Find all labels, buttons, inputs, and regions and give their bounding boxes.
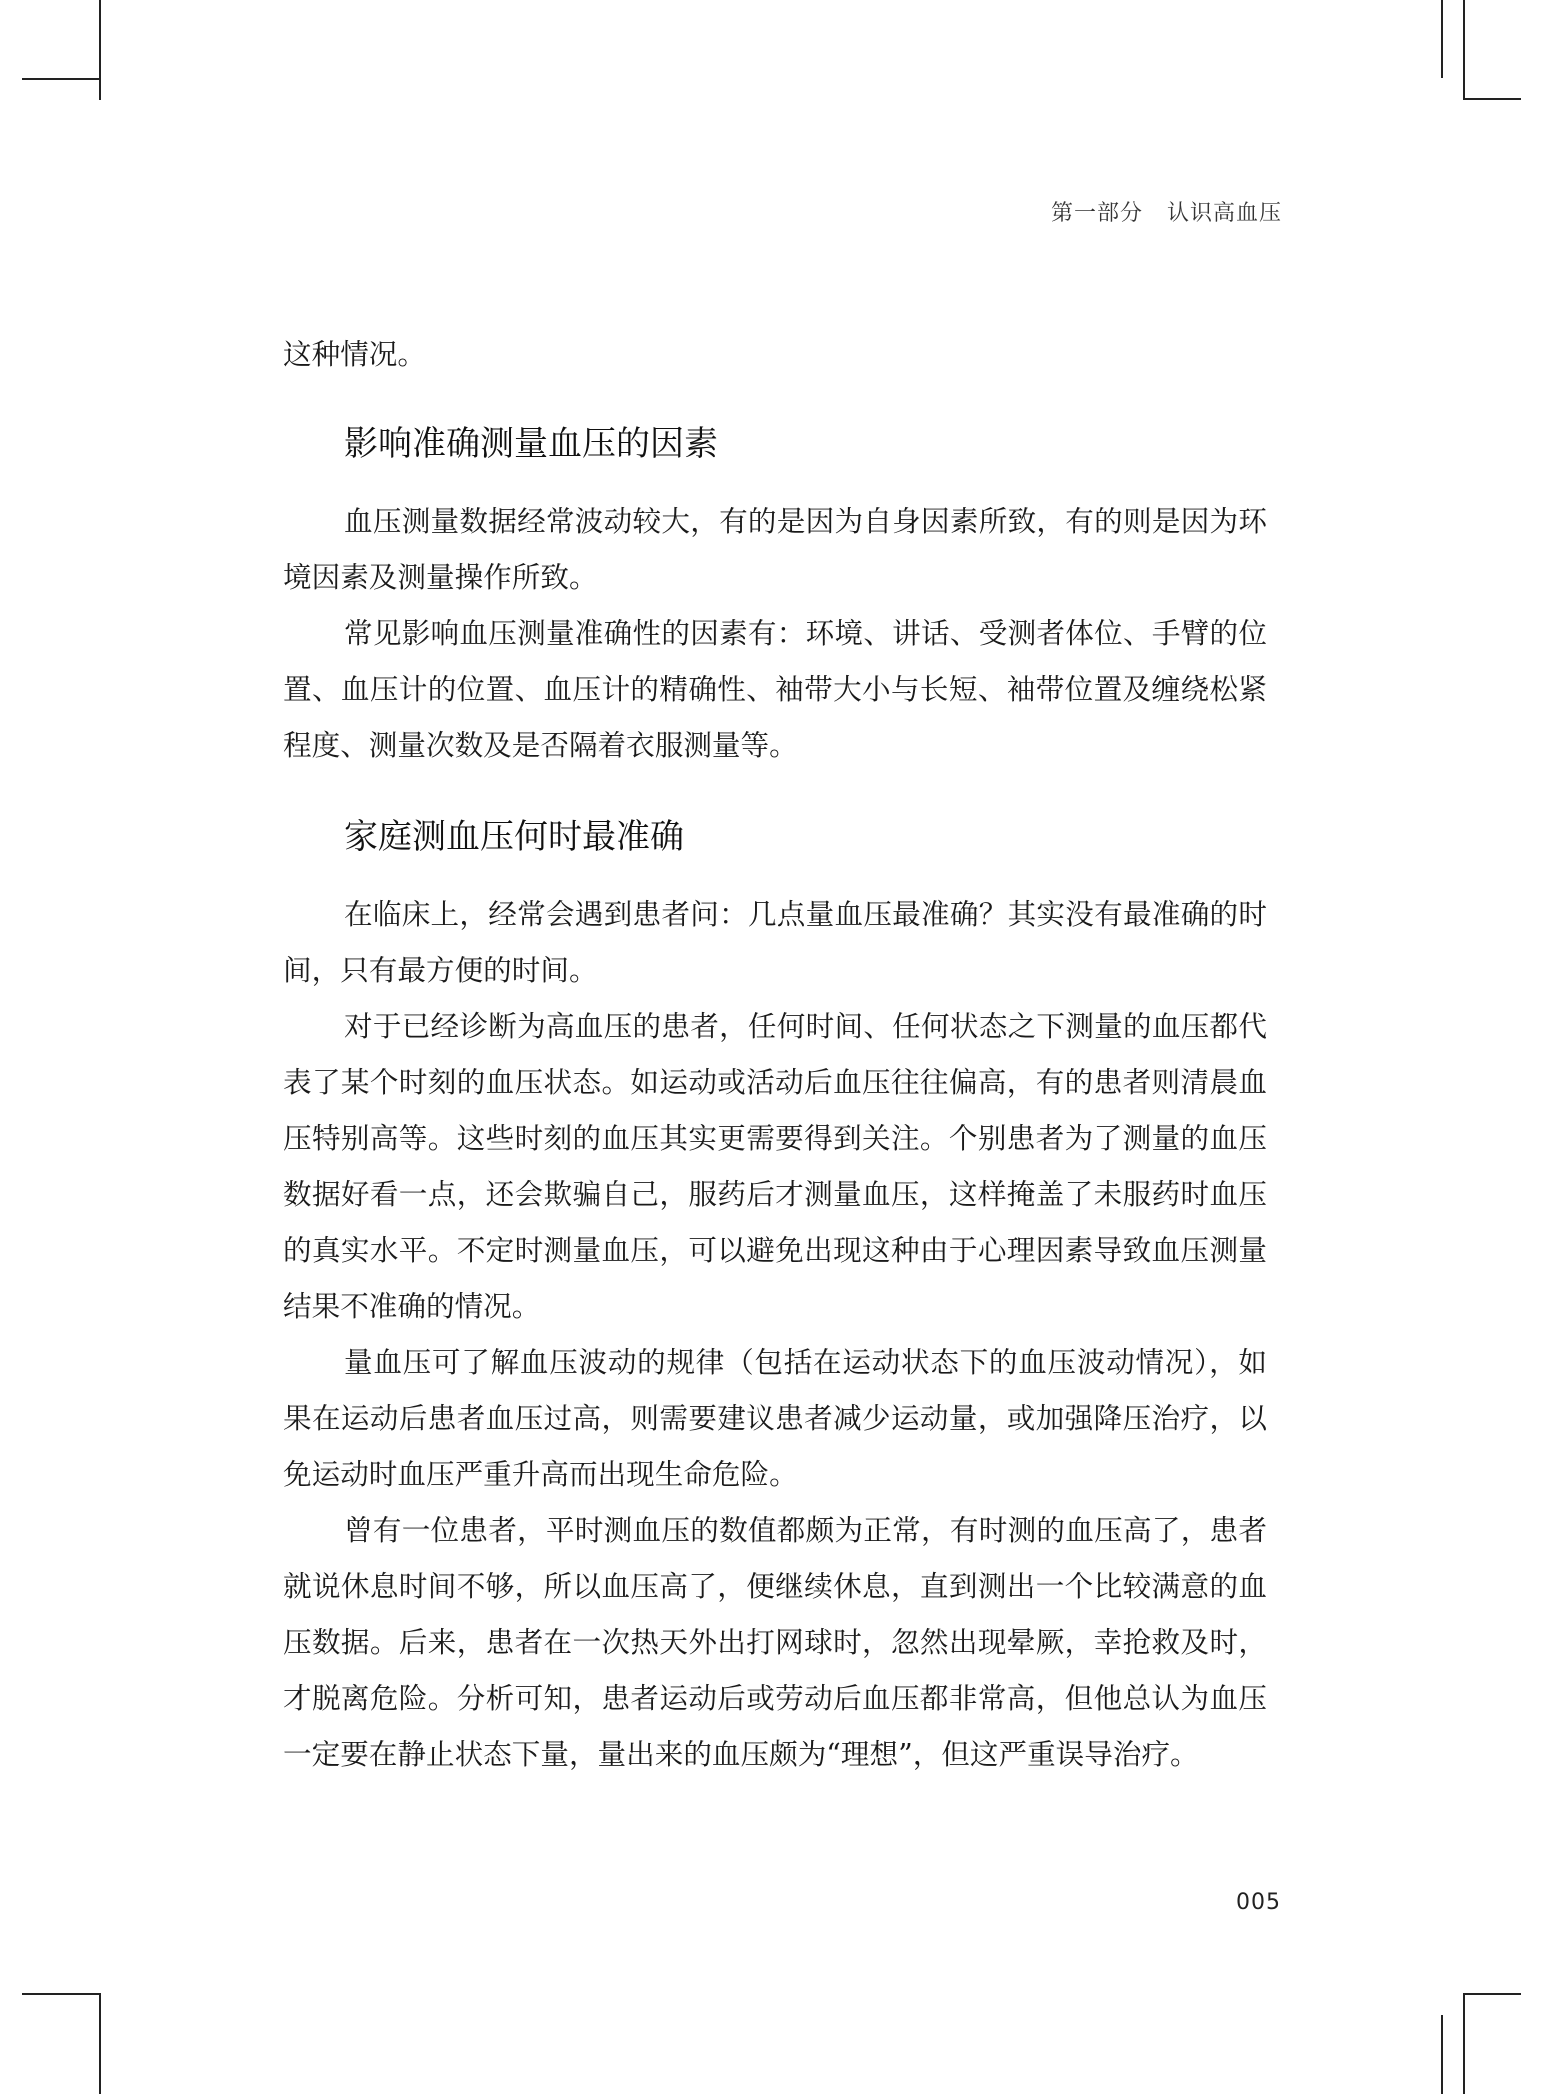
- crop-mark-bottom-right-horizontal: [1463, 1993, 1521, 1995]
- crop-mark-bottom-left-horizontal: [22, 1993, 100, 1995]
- crop-mark-top-left-horizontal: [22, 78, 100, 80]
- header-part: 第一部分: [1050, 201, 1143, 226]
- crop-mark-top-right-vertical: [1441, 0, 1443, 78]
- crop-mark-top-left-vertical: [99, 0, 101, 100]
- paragraph: 血压测量数据经常波动较大，有的是因为自身因素所致，有的则是因为环境因素及测量操作所致。: [283, 504, 1267, 594]
- crop-mark-bottom-left-vertical: [99, 1993, 101, 2094]
- crop-mark-top-right-vertical-inner: [1463, 0, 1465, 100]
- header-chapter: 认识高血压: [1166, 201, 1282, 226]
- crop-mark-bottom-right-vertical: [1441, 2015, 1443, 2094]
- continued-paragraph: 这种情况。: [283, 337, 426, 371]
- paragraph: 常见影响血压测量准确性的因素有：环境、讲话、受测者体位、手臂的位置、血压计的位置、血压计的精确性、袖带大小与长短、袖带位置及缠绕松紧程度、测量次数及是否隔着衣服测量等。: [283, 616, 1267, 762]
- crop-mark-bottom-right-vertical-inner: [1463, 1993, 1465, 2094]
- section-heading-factors: 影响准确测量血压的因素: [344, 424, 718, 464]
- section-heading-timing: 家庭测血压何时最准确: [344, 817, 684, 857]
- paragraph: 在临床上，经常会遇到患者问：几点量血压最准确？其实没有最准确的时间，只有最方便的时间。: [283, 897, 1267, 987]
- page-number: 005: [1236, 1890, 1281, 1915]
- running-header: [1051, 196, 1282, 227]
- crop-mark-top-right-horizontal: [1463, 98, 1521, 100]
- paragraph: 曾有一位患者，平时测血压的数值都颇为正常，有时测的血压高了，患者就说休息时间不够，所以血压高了，便继续休息，直到测出一个比较满意的血压数据。后来，患者在一次热天外出打网球时，忽然出现晕厥，幸抢救及时，才脱离危险。分析可知，患者运动后或劳动后血压都非常高，但他总认为血压一定要在静止状态下量，量出来的血压颇为“理想”，但这严重误导治疗。: [283, 1513, 1267, 1771]
- page-body: [283, 326, 1267, 1782]
- paragraph: 量血压可了解血压波动的规律（包括在运动状态下的血压波动情况），如果在运动后患者血压过高，则需要建议患者减少运动量，或加强降压治疗，以免运动时血压严重升高而出现生命危险。: [283, 1345, 1267, 1491]
- paragraph: 对于已经诊断为高血压的患者，任何时间、任何状态之下测量的血压都代表了某个时刻的血压状态。如运动或活动后血压往往偏高，有的患者则清晨血压特别高等。这些时刻的血压其实更需要得到关注。个别患者为了测量的血压数据好看一点，还会欺骗自己，服药后才测量血压，这样掩盖了未服药时血压的真实水平。不定时测量血压，可以避免出现这种由于心理因素导致血压测量结果不准确的情况。: [283, 1009, 1267, 1323]
